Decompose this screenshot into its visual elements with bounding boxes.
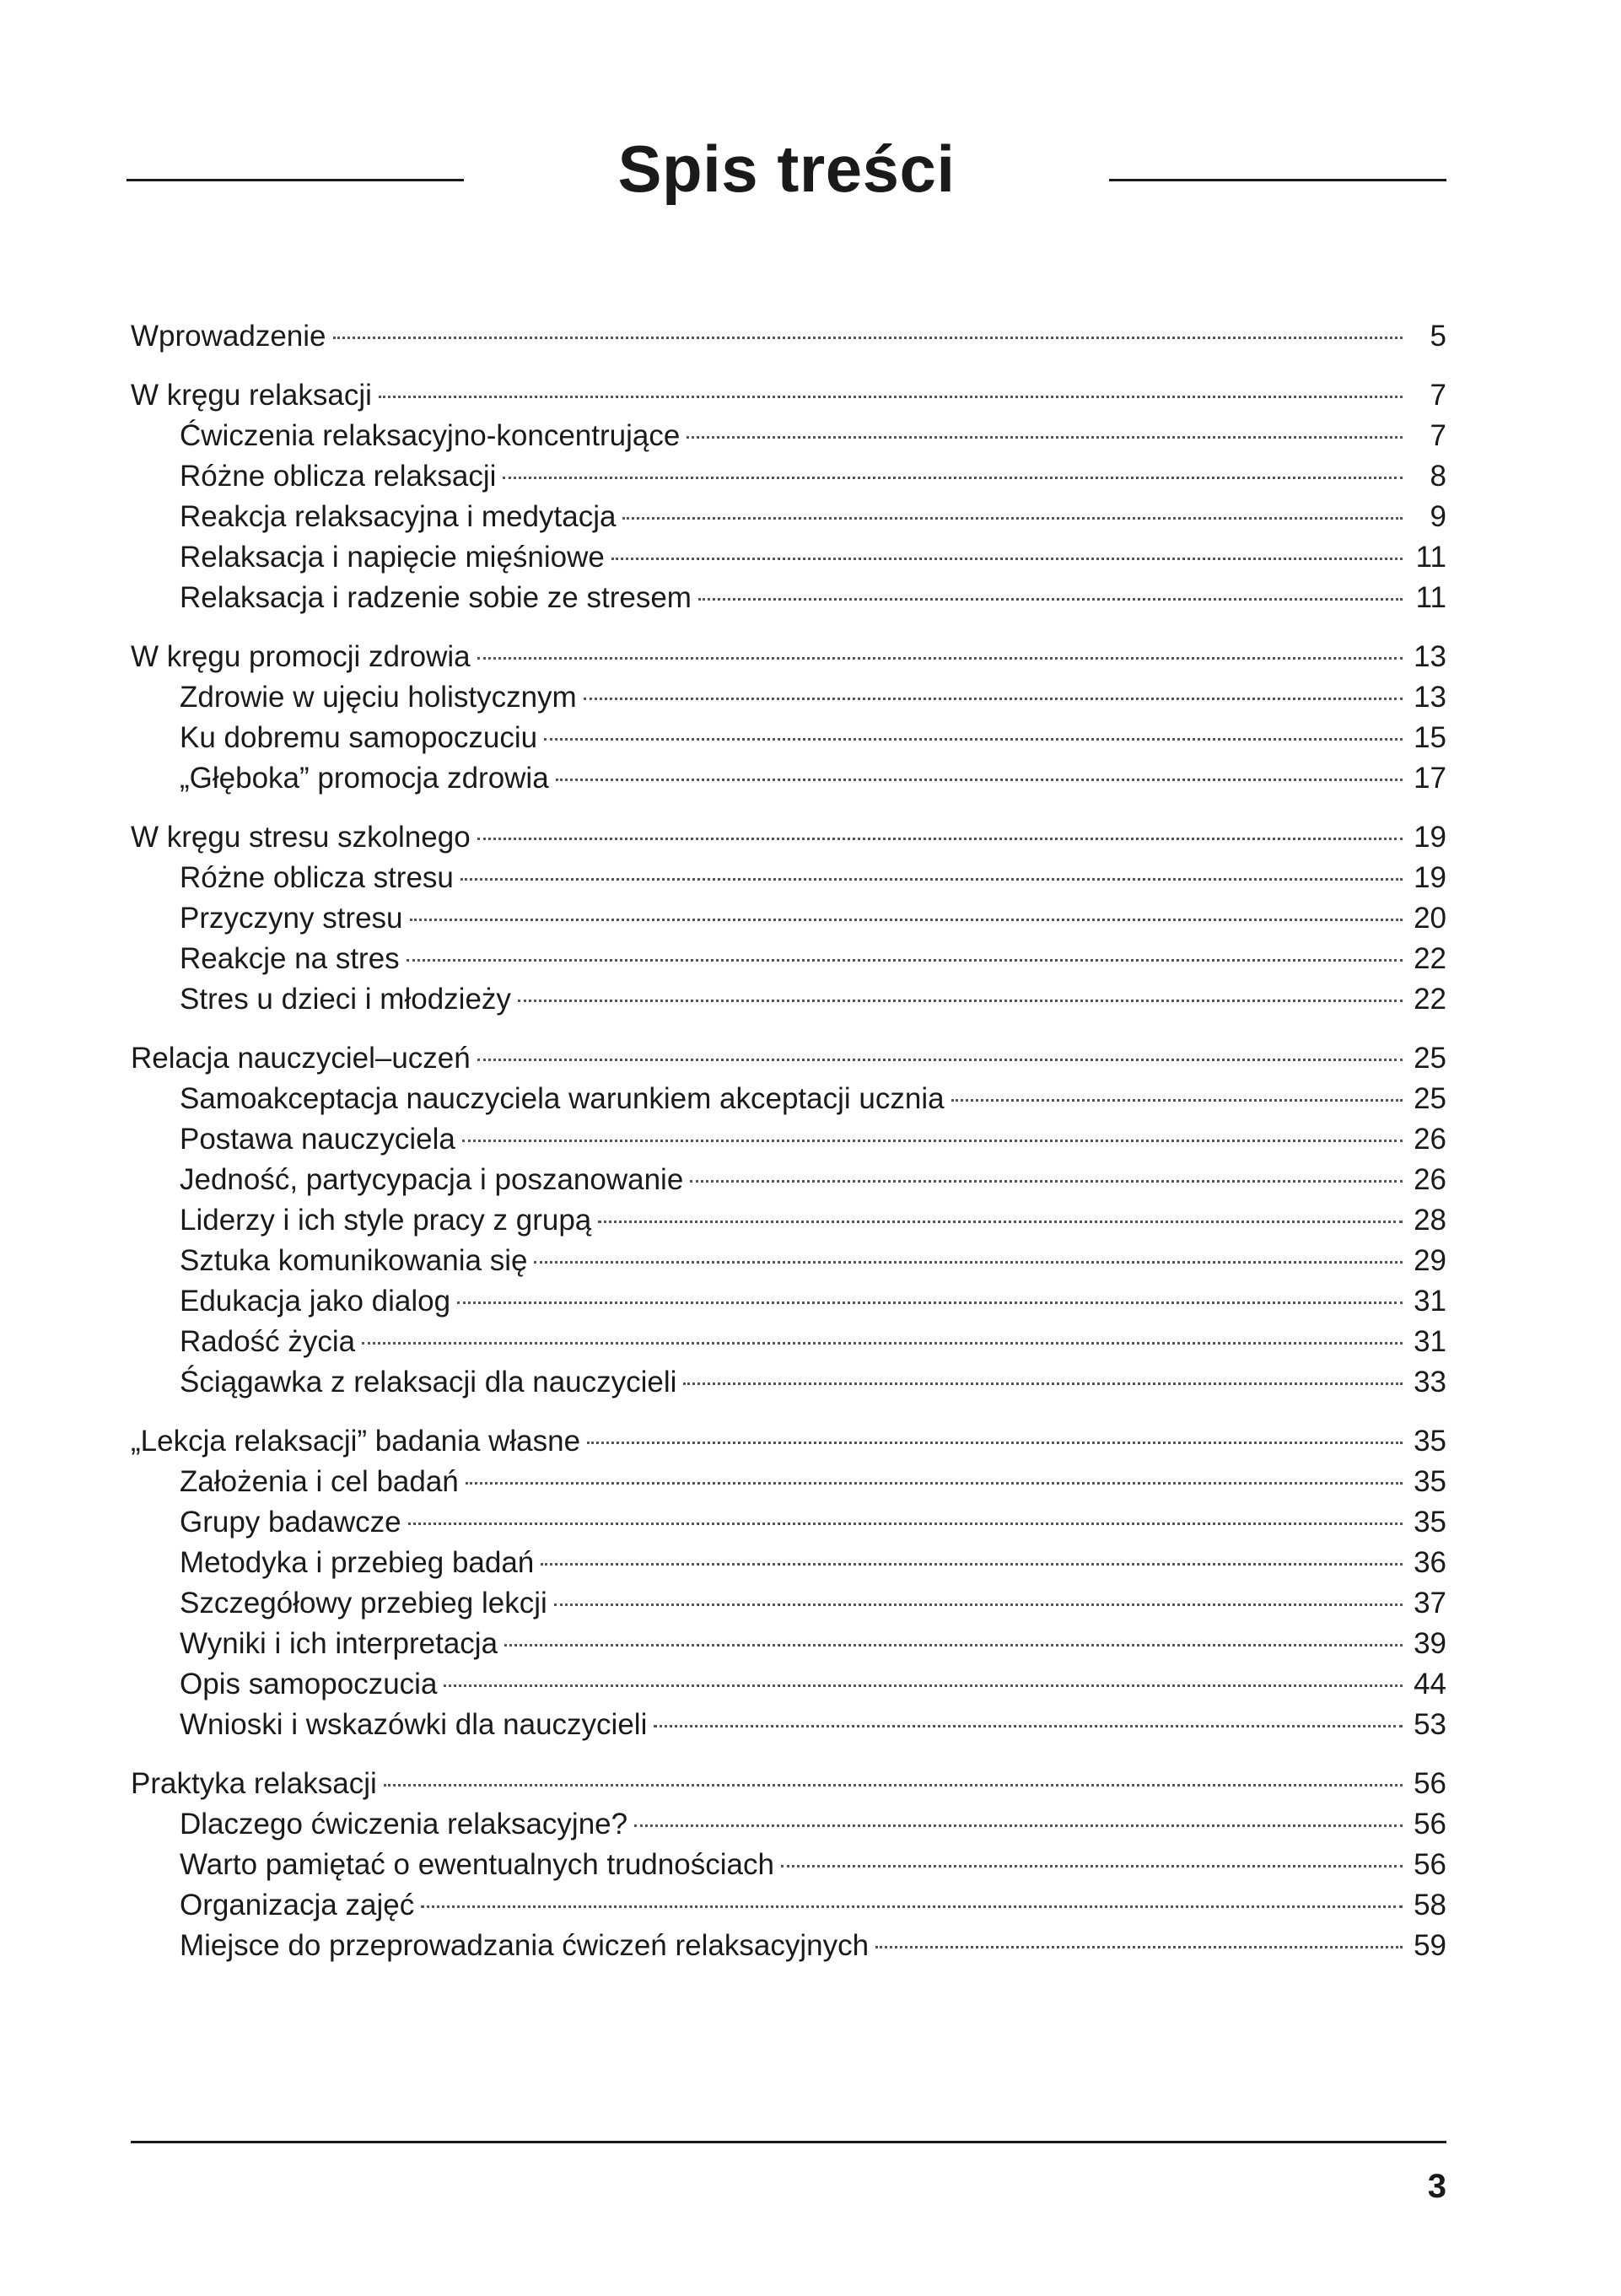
toc-subentry-title: Postawa nauczyciela — [180, 1123, 455, 1156]
toc-chapter-title: W kręgu relaksacji — [131, 379, 372, 412]
toc-subentry — [131, 1583, 1446, 1624]
toc-subentry-title: Relaksacja i napięcie mięśniowe — [180, 541, 605, 574]
dot-leader — [333, 337, 1403, 339]
toc-subentry-page: 8 — [1430, 460, 1446, 493]
dot-leader — [379, 396, 1403, 398]
dot-leader — [875, 1946, 1403, 1948]
toc-chapter-entry — [131, 1421, 1446, 1462]
toc-subentry-title: Dlaczego ćwiczenia relaksacyjne? — [180, 1808, 628, 1841]
toc-subentry-title: Metodyka i przebieg badań — [180, 1546, 535, 1579]
toc-subentry-page: 26 — [1414, 1123, 1446, 1156]
toc-subentry-title: Stres u dzieci i młodzieży — [180, 983, 511, 1016]
toc-subentry-title: Grupy badawcze — [180, 1506, 401, 1539]
toc-subentry — [131, 1926, 1446, 1966]
toc-subentry — [131, 1502, 1446, 1543]
toc-subentry-page: 13 — [1414, 681, 1446, 714]
toc-subentry — [131, 1119, 1446, 1160]
dot-leader — [690, 1180, 1403, 1183]
toc-subentry — [131, 1362, 1446, 1403]
toc-chapter-title: „Lekcja relaksacji” badania własne — [131, 1425, 581, 1458]
toc-subentry-title: Różne oblicza relaksacji — [180, 460, 497, 493]
dot-leader — [554, 1603, 1403, 1606]
toc-subentry-page: 58 — [1414, 1889, 1446, 1921]
toc-subentry-title: Jedność, partycypacja i poszanowanie — [180, 1163, 684, 1196]
toc-section — [131, 375, 1446, 618]
toc-subentry-title: Różne oblicza stresu — [180, 861, 454, 894]
toc-subentry-title: Przyczyny stresu — [180, 902, 403, 935]
toc-subentry-title: Założenia i cel badań — [180, 1465, 459, 1498]
dot-leader — [518, 1000, 1403, 1002]
toc-chapter-title: Relacja nauczyciel–uczeń — [131, 1042, 471, 1075]
toc-section — [131, 316, 1446, 357]
dot-leader — [410, 919, 1403, 921]
toc-subentry — [131, 1664, 1446, 1705]
toc-chapter-entry — [131, 316, 1446, 357]
dot-leader — [534, 1261, 1403, 1264]
toc-subentry — [131, 1079, 1446, 1119]
dot-leader — [544, 738, 1403, 741]
footer-rule — [131, 2141, 1446, 2143]
toc-subentry — [131, 497, 1446, 537]
toc-chapter-entry — [131, 1764, 1446, 1804]
toc-subentry — [131, 858, 1446, 898]
dot-leader — [466, 1482, 1403, 1485]
toc-subentry — [131, 1845, 1446, 1885]
toc-subentry-title: Organizacja zajęć — [180, 1889, 415, 1921]
toc-subentry-title: Reakcje na stres — [180, 942, 400, 975]
toc-chapter-page: 25 — [1414, 1042, 1446, 1075]
toc-subentry-page: 31 — [1414, 1325, 1446, 1358]
toc-subentry-page: 26 — [1414, 1163, 1446, 1196]
dot-leader — [421, 1905, 1403, 1908]
dot-leader — [504, 1644, 1403, 1647]
toc-subentry — [131, 1281, 1446, 1322]
toc-subentry-title: Ściągawka z relaksacji dla nauczycieli — [180, 1366, 677, 1399]
toc-subentry-title: Miejsce do przeprowadzania ćwiczeń relaksacyjnych — [180, 1929, 870, 1962]
table-of-contents — [131, 316, 1446, 1985]
toc-subentry-title: Szczegółowy przebieg lekcji — [180, 1587, 547, 1620]
toc-subentry-title: Relaksacja i radzenie sobie ze stresem — [180, 581, 692, 614]
toc-subentry-page: 59 — [1414, 1929, 1446, 1962]
toc-subentry-page: 39 — [1414, 1627, 1446, 1660]
dot-leader — [477, 838, 1403, 840]
toc-subentry-title: Ćwiczenia relaksacyjno-koncentrujące — [180, 419, 681, 452]
toc-subentry — [131, 1200, 1446, 1241]
dot-leader — [634, 1824, 1403, 1827]
dot-leader — [611, 558, 1403, 560]
toc-chapter-title: Praktyka relaksacji — [131, 1767, 377, 1800]
dot-leader — [622, 517, 1403, 520]
toc-chapter-page: 5 — [1430, 320, 1446, 353]
toc-subentry — [131, 677, 1446, 718]
page-header — [127, 118, 1446, 219]
toc-chapter-page: 13 — [1414, 640, 1446, 673]
toc-section — [131, 1038, 1446, 1403]
toc-subentry — [131, 537, 1446, 578]
toc-subentry — [131, 898, 1446, 939]
toc-subentry-page: 11 — [1415, 581, 1446, 614]
toc-subentry-title: „Głęboka” promocja zdrowia — [180, 762, 549, 795]
toc-section — [131, 637, 1446, 799]
toc-subentry-page: 44 — [1414, 1668, 1446, 1700]
dot-leader — [457, 1302, 1403, 1304]
dot-leader — [556, 779, 1403, 781]
toc-subentry — [131, 416, 1446, 456]
dot-leader — [541, 1563, 1403, 1566]
dot-leader — [781, 1865, 1403, 1868]
dot-leader — [477, 657, 1403, 660]
toc-section — [131, 817, 1446, 1020]
dot-leader — [654, 1725, 1403, 1727]
toc-subentry — [131, 1705, 1446, 1745]
toc-subentry-page: 37 — [1414, 1587, 1446, 1620]
toc-subentry-page: 29 — [1414, 1244, 1446, 1277]
title-rule-left — [127, 179, 464, 181]
toc-section — [131, 1421, 1446, 1745]
toc-subentry-page: 33 — [1414, 1366, 1446, 1399]
toc-section — [131, 1764, 1446, 1966]
page-number: 3 — [1427, 2168, 1446, 2205]
toc-subentry-page: 9 — [1430, 500, 1446, 533]
dot-leader — [460, 878, 1403, 881]
toc-chapter-title: Wprowadzenie — [131, 320, 326, 353]
toc-chapter-title: W kręgu promocji zdrowia — [131, 640, 471, 673]
toc-subentry-title: Liderzy i ich style pracy z grupą — [180, 1204, 592, 1237]
toc-chapter-entry — [131, 375, 1446, 416]
title-rule-right — [1109, 179, 1446, 181]
toc-subentry-page: 11 — [1415, 541, 1446, 574]
dot-leader — [598, 1221, 1403, 1223]
toc-chapter-entry — [131, 637, 1446, 677]
toc-subentry-page: 7 — [1430, 419, 1446, 452]
toc-subentry — [131, 1241, 1446, 1281]
toc-chapter-page: 19 — [1414, 821, 1446, 854]
toc-subentry — [131, 1885, 1446, 1926]
toc-subentry-title: Edukacja jako dialog — [180, 1285, 451, 1318]
toc-subentry-title: Opis samopoczucia — [180, 1668, 438, 1700]
toc-chapter-title: W kręgu stresu szkolnego — [131, 821, 471, 854]
toc-subentry — [131, 578, 1446, 618]
toc-subentry-title: Zdrowie w ujęciu holistycznym — [180, 681, 577, 714]
toc-chapter-page: 7 — [1430, 379, 1446, 412]
toc-subentry — [131, 456, 1446, 497]
toc-subentry-title: Wnioski i wskazówki dla nauczycieli — [180, 1708, 648, 1741]
toc-subentry-page: 56 — [1414, 1808, 1446, 1841]
dot-leader — [951, 1099, 1403, 1102]
toc-subentry — [131, 1624, 1446, 1664]
toc-subentry-page: 20 — [1414, 902, 1446, 935]
toc-subentry-page: 35 — [1414, 1506, 1446, 1539]
dot-leader — [384, 1784, 1403, 1787]
toc-subentry-page: 36 — [1414, 1546, 1446, 1579]
toc-subentry — [131, 718, 1446, 758]
dot-leader — [462, 1140, 1403, 1142]
toc-subentry-page: 22 — [1414, 983, 1446, 1016]
toc-subentry — [131, 1322, 1446, 1362]
toc-subentry — [131, 979, 1446, 1020]
page-title: Spis treści — [617, 132, 956, 206]
dot-leader — [587, 1442, 1403, 1444]
toc-subentry — [131, 1462, 1446, 1502]
toc-subentry — [131, 1804, 1446, 1845]
toc-subentry-title: Wyniki i ich interpretacja — [180, 1627, 498, 1660]
toc-subentry-page: 15 — [1414, 721, 1446, 754]
dot-leader — [362, 1342, 1403, 1345]
toc-subentry-title: Sztuka komunikowania się — [180, 1244, 528, 1277]
toc-subentry-title: Warto pamiętać o ewentualnych trudnościach — [180, 1848, 774, 1881]
dot-leader — [698, 598, 1403, 601]
toc-subentry-page: 31 — [1414, 1285, 1446, 1318]
toc-subentry-page: 19 — [1414, 861, 1446, 894]
toc-subentry — [131, 939, 1446, 979]
dot-leader — [503, 477, 1403, 479]
toc-chapter-page: 35 — [1414, 1425, 1446, 1458]
dot-leader — [477, 1059, 1403, 1061]
toc-subentry-title: Reakcja relaksacyjna i medytacja — [180, 500, 617, 533]
toc-subentry-page: 53 — [1414, 1708, 1446, 1741]
dot-leader — [683, 1382, 1403, 1385]
toc-subentry-page: 56 — [1414, 1848, 1446, 1881]
toc-chapter-entry — [131, 817, 1446, 858]
toc-subentry-page: 28 — [1414, 1204, 1446, 1237]
toc-subentry — [131, 1160, 1446, 1200]
dot-leader — [687, 436, 1403, 439]
toc-subentry-page: 35 — [1414, 1465, 1446, 1498]
toc-subentry-page: 25 — [1414, 1082, 1446, 1115]
toc-chapter-page: 56 — [1414, 1767, 1446, 1800]
dot-leader — [444, 1684, 1403, 1687]
toc-subentry-title: Radość życia — [180, 1325, 356, 1358]
toc-chapter-entry — [131, 1038, 1446, 1079]
dot-leader — [407, 959, 1403, 962]
toc-subentry — [131, 758, 1446, 799]
dot-leader — [408, 1523, 1403, 1525]
toc-subentry-title: Samoakceptacja nauczyciela warunkiem akceptacji ucznia — [180, 1082, 945, 1115]
dot-leader — [584, 698, 1403, 700]
toc-subentry-page: 22 — [1414, 942, 1446, 975]
toc-subentry-title: Ku dobremu samopoczuciu — [180, 721, 538, 754]
toc-subentry — [131, 1543, 1446, 1583]
toc-subentry-page: 17 — [1414, 762, 1446, 795]
